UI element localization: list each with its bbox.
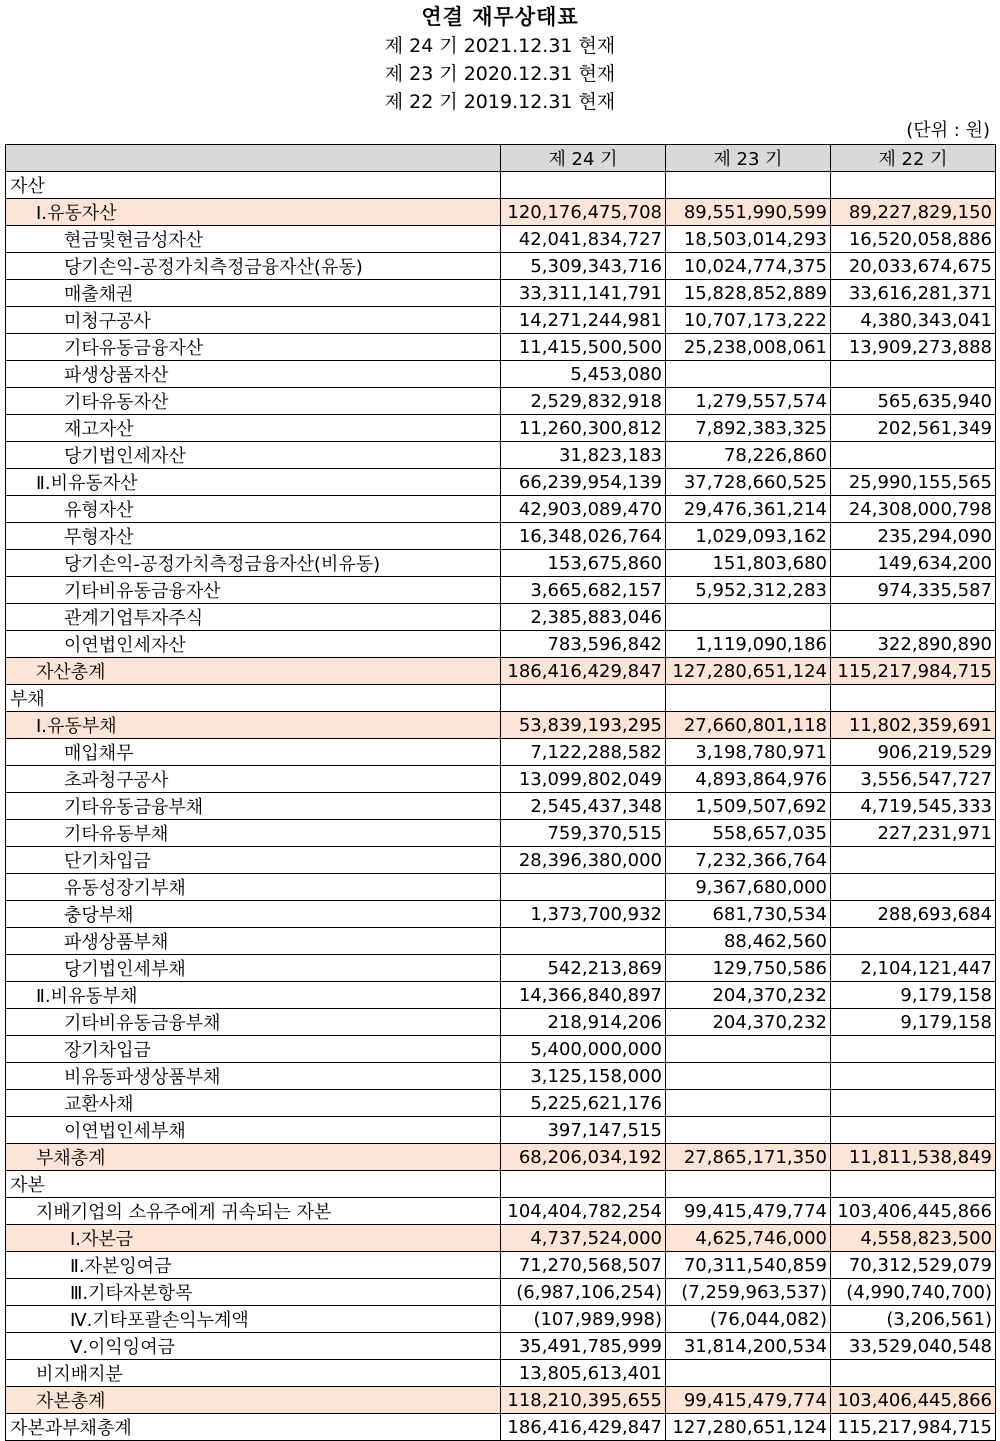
amount-cell: 4,625,746,000: [666, 1225, 831, 1252]
account-label: 유동성장기부채: [6, 874, 501, 901]
amount-cell: 1,279,557,574: [666, 388, 831, 415]
amount-cell: 13,099,802,049: [501, 766, 666, 793]
amount-cell: 70,311,540,859: [666, 1252, 831, 1279]
amount-cell: 28,396,380,000: [501, 847, 666, 874]
amount-cell: [666, 1090, 831, 1117]
amount-cell: 227,231,971: [831, 820, 996, 847]
account-label: 이연법인세부채: [6, 1117, 501, 1144]
amount-cell: 53,839,193,295: [501, 712, 666, 739]
table-row: [6, 442, 996, 469]
account-label: 자본총계: [6, 1387, 501, 1414]
table-row: [6, 1225, 996, 1252]
table-row: [6, 1414, 996, 1441]
column-header-account: [6, 145, 501, 172]
amount-cell: [831, 604, 996, 631]
amount-cell: 149,634,200: [831, 550, 996, 577]
amount-cell: 2,104,121,447: [831, 955, 996, 982]
amount-cell: 10,024,774,375: [666, 253, 831, 280]
table-row: [6, 1333, 996, 1360]
amount-cell: 9,179,158: [831, 982, 996, 1009]
amount-cell: 542,213,869: [501, 955, 666, 982]
account-label: 기타유동자산: [6, 388, 501, 415]
table-row: [6, 1387, 996, 1414]
account-label: 기타비유동금융부채: [6, 1009, 501, 1036]
amount-cell: 9,179,158: [831, 1009, 996, 1036]
amount-cell: [666, 1360, 831, 1387]
table-row: [6, 199, 996, 226]
account-label: Ⅱ.비유동자산: [6, 469, 501, 496]
amount-cell: (76,044,082): [666, 1306, 831, 1333]
table-row: [6, 901, 996, 928]
account-label: 비지배지분: [6, 1360, 501, 1387]
amount-cell: 4,893,864,976: [666, 766, 831, 793]
amount-cell: 5,952,312,283: [666, 577, 831, 604]
amount-cell: 3,198,780,971: [666, 739, 831, 766]
account-label: 당기손익-공정가치측정금융자산(유동): [6, 253, 501, 280]
amount-cell: 4,719,545,333: [831, 793, 996, 820]
account-label: 유형자산: [6, 496, 501, 523]
amount-cell: [831, 172, 996, 199]
amount-cell: 906,219,529: [831, 739, 996, 766]
account-label: 자본과부채총계: [6, 1414, 501, 1441]
amount-cell: 68,206,034,192: [501, 1144, 666, 1171]
table-row: [6, 1009, 996, 1036]
account-label: 장기차입금: [6, 1036, 501, 1063]
table-row: [6, 172, 996, 199]
amount-cell: [831, 685, 996, 712]
amount-cell: [666, 1036, 831, 1063]
account-label: 파생상품자산: [6, 361, 501, 388]
amount-cell: [831, 1360, 996, 1387]
account-label: 자산: [6, 172, 501, 199]
amount-cell: 14,366,840,897: [501, 982, 666, 1009]
amount-cell: 13,805,613,401: [501, 1360, 666, 1387]
amount-cell: 24,308,000,798: [831, 496, 996, 523]
table-header-row: [6, 145, 996, 172]
table-row: [6, 577, 996, 604]
amount-cell: 70,312,529,079: [831, 1252, 996, 1279]
table-row: [6, 820, 996, 847]
amount-cell: 66,239,954,139: [501, 469, 666, 496]
account-label: 미청구공사: [6, 307, 501, 334]
amount-cell: 11,802,359,691: [831, 712, 996, 739]
account-label: 매입채무: [6, 739, 501, 766]
table-row: [6, 523, 996, 550]
amount-cell: [831, 361, 996, 388]
table-row: [6, 226, 996, 253]
amount-cell: [831, 847, 996, 874]
amount-cell: 99,415,479,774: [666, 1198, 831, 1225]
account-label: Ⅰ.유동자산: [6, 199, 501, 226]
amount-cell: [666, 1063, 831, 1090]
amount-cell: [666, 1171, 831, 1198]
account-label: 당기법인세부채: [6, 955, 501, 982]
amount-cell: 1,119,090,186: [666, 631, 831, 658]
amount-cell: 5,400,000,000: [501, 1036, 666, 1063]
amount-cell: 115,217,984,715: [831, 1414, 996, 1441]
account-label: 현금및현금성자산: [6, 226, 501, 253]
amount-cell: 11,260,300,812: [501, 415, 666, 442]
unit-label: (단위 : 원): [906, 120, 990, 141]
amount-cell: 7,232,366,764: [666, 847, 831, 874]
amount-cell: 565,635,940: [831, 388, 996, 415]
amount-cell: 27,660,801,118: [666, 712, 831, 739]
column-header-period-24: 제 24 기: [501, 145, 666, 172]
account-label: 당기법인세자산: [6, 442, 501, 469]
amount-cell: 9,367,680,000: [666, 874, 831, 901]
amount-cell: 10,707,173,222: [666, 307, 831, 334]
table-row: [6, 253, 996, 280]
amount-cell: 127,280,651,124: [666, 658, 831, 685]
account-label: 이연법인세자산: [6, 631, 501, 658]
table-row: [6, 550, 996, 577]
account-label: Ⅳ.기타포괄손익누계액: [6, 1306, 501, 1333]
amount-cell: 115,217,984,715: [831, 658, 996, 685]
amount-cell: 2,529,832,918: [501, 388, 666, 415]
table-row: [6, 1252, 996, 1279]
account-label: 자산총계: [6, 658, 501, 685]
account-label: 지배기업의 소유주에게 귀속되는 자본: [6, 1198, 501, 1225]
table-row: [6, 1171, 996, 1198]
amount-cell: 89,551,990,599: [666, 199, 831, 226]
account-label: 관계기업투자주식: [6, 604, 501, 631]
account-label: 기타유동금융부채: [6, 793, 501, 820]
amount-cell: 759,370,515: [501, 820, 666, 847]
amount-cell: 25,238,008,061: [666, 334, 831, 361]
amount-cell: (6,987,106,254): [501, 1279, 666, 1306]
balance-sheet-table: [5, 144, 996, 1441]
amount-cell: 16,348,026,764: [501, 523, 666, 550]
amount-cell: 186,416,429,847: [501, 658, 666, 685]
table-body: [6, 172, 996, 1441]
table-row: [6, 658, 996, 685]
amount-cell: 558,657,035: [666, 820, 831, 847]
table-row: [6, 1117, 996, 1144]
amount-cell: 103,406,445,866: [831, 1387, 996, 1414]
amount-cell: 681,730,534: [666, 901, 831, 928]
amount-cell: [831, 928, 996, 955]
account-label: 비유동파생상품부채: [6, 1063, 501, 1090]
table-row: [6, 1360, 996, 1387]
amount-cell: 104,404,782,254: [501, 1198, 666, 1225]
table-row: [6, 793, 996, 820]
amount-cell: 129,750,586: [666, 955, 831, 982]
amount-cell: 71,270,568,507: [501, 1252, 666, 1279]
amount-cell: 1,373,700,932: [501, 901, 666, 928]
amount-cell: 202,561,349: [831, 415, 996, 442]
table-row: [6, 280, 996, 307]
table-row: [6, 685, 996, 712]
table-row: [6, 1198, 996, 1225]
amount-cell: [831, 442, 996, 469]
amount-cell: [666, 172, 831, 199]
amount-cell: 120,176,475,708: [501, 199, 666, 226]
amount-cell: 25,990,155,565: [831, 469, 996, 496]
amount-cell: [501, 172, 666, 199]
amount-cell: (3,206,561): [831, 1306, 996, 1333]
account-label: Ⅱ.자본잉여금: [6, 1252, 501, 1279]
amount-cell: 16,520,058,886: [831, 226, 996, 253]
account-label: Ⅲ.기타자본항목: [6, 1279, 501, 1306]
period-line: 제 23 기 2020.12.31 현재: [384, 63, 616, 85]
amount-cell: 99,415,479,774: [666, 1387, 831, 1414]
table-row: [6, 1090, 996, 1117]
amount-cell: 78,226,860: [666, 442, 831, 469]
account-label: 부채: [6, 685, 501, 712]
account-label: Ⅴ.이익잉여금: [6, 1333, 501, 1360]
amount-cell: 235,294,090: [831, 523, 996, 550]
amount-cell: [666, 1117, 831, 1144]
table-row: [6, 739, 996, 766]
amount-cell: [666, 361, 831, 388]
table-row: [6, 1063, 996, 1090]
table-row: [6, 496, 996, 523]
amount-cell: 35,491,785,999: [501, 1333, 666, 1360]
period-line: 제 24 기 2021.12.31 현재: [384, 35, 616, 57]
period-line: 제 22 기 2019.12.31 현재: [384, 91, 616, 113]
amount-cell: 118,210,395,655: [501, 1387, 666, 1414]
account-label: Ⅱ.비유동부채: [6, 982, 501, 1009]
amount-cell: 5,453,080: [501, 361, 666, 388]
account-label: Ⅰ.유동부채: [6, 712, 501, 739]
table-row: [6, 1279, 996, 1306]
account-label: 충당부채: [6, 901, 501, 928]
account-label: 재고자산: [6, 415, 501, 442]
amount-cell: 1,509,507,692: [666, 793, 831, 820]
amount-cell: [501, 874, 666, 901]
amount-cell: 33,311,141,791: [501, 280, 666, 307]
amount-cell: 3,125,158,000: [501, 1063, 666, 1090]
table-row: [6, 712, 996, 739]
amount-cell: 7,122,288,582: [501, 739, 666, 766]
account-label: 기타비유동금융자산: [6, 577, 501, 604]
table-row: [6, 361, 996, 388]
amount-cell: 89,227,829,150: [831, 199, 996, 226]
table-row: [6, 874, 996, 901]
table-row: [6, 847, 996, 874]
amount-cell: 88,462,560: [666, 928, 831, 955]
amount-cell: 204,370,232: [666, 982, 831, 1009]
column-header-period-22: 제 22 기: [831, 145, 996, 172]
table-row: [6, 1144, 996, 1171]
amount-cell: (4,990,740,700): [831, 1279, 996, 1306]
report-header: [0, 2, 1000, 116]
account-label: 당기손익-공정가치측정금융자산(비유동): [6, 550, 501, 577]
amount-cell: [501, 685, 666, 712]
amount-cell: 783,596,842: [501, 631, 666, 658]
account-label: 무형자산: [6, 523, 501, 550]
amount-cell: 4,380,343,041: [831, 307, 996, 334]
table-row: [6, 604, 996, 631]
amount-cell: 5,225,621,176: [501, 1090, 666, 1117]
amount-cell: 322,890,890: [831, 631, 996, 658]
amount-cell: 18,503,014,293: [666, 226, 831, 253]
amount-cell: 14,271,244,981: [501, 307, 666, 334]
account-label: 기타유동부채: [6, 820, 501, 847]
amount-cell: 4,737,524,000: [501, 1225, 666, 1252]
amount-cell: 974,335,587: [831, 577, 996, 604]
amount-cell: 288,693,684: [831, 901, 996, 928]
amount-cell: 33,616,281,371: [831, 280, 996, 307]
account-label: 기타유동금융자산: [6, 334, 501, 361]
amount-cell: 31,823,183: [501, 442, 666, 469]
account-label: Ⅰ.자본금: [6, 1225, 501, 1252]
amount-cell: 29,476,361,214: [666, 496, 831, 523]
amount-cell: [831, 1090, 996, 1117]
amount-cell: [831, 1171, 996, 1198]
account-label: 매출채권: [6, 280, 501, 307]
amount-cell: [666, 685, 831, 712]
amount-cell: 20,033,674,675: [831, 253, 996, 280]
amount-cell: [831, 1036, 996, 1063]
table-row: [6, 631, 996, 658]
amount-cell: 11,811,538,849: [831, 1144, 996, 1171]
amount-cell: [501, 1171, 666, 1198]
amount-cell: 3,665,682,157: [501, 577, 666, 604]
table-row: [6, 955, 996, 982]
amount-cell: 204,370,232: [666, 1009, 831, 1036]
amount-cell: 42,041,834,727: [501, 226, 666, 253]
amount-cell: 151,803,680: [666, 550, 831, 577]
amount-cell: 15,828,852,889: [666, 280, 831, 307]
column-header-period-23: 제 23 기: [666, 145, 831, 172]
account-label: 단기차입금: [6, 847, 501, 874]
table-row: [6, 1036, 996, 1063]
amount-cell: 2,545,437,348: [501, 793, 666, 820]
table-row: [6, 415, 996, 442]
report-title: 연결 재무상태표: [421, 5, 579, 29]
amount-cell: 42,903,089,470: [501, 496, 666, 523]
table-row: [6, 469, 996, 496]
account-label: 교환사채: [6, 1090, 501, 1117]
account-label: 파생상품부채: [6, 928, 501, 955]
table-row: [6, 982, 996, 1009]
amount-cell: 127,280,651,124: [666, 1414, 831, 1441]
amount-cell: [831, 874, 996, 901]
amount-cell: (107,989,998): [501, 1306, 666, 1333]
amount-cell: 1,029,093,162: [666, 523, 831, 550]
amount-cell: 103,406,445,866: [831, 1198, 996, 1225]
table-row: [6, 766, 996, 793]
amount-cell: 153,675,860: [501, 550, 666, 577]
amount-cell: [501, 928, 666, 955]
amount-cell: (7,259,963,537): [666, 1279, 831, 1306]
table-row: [6, 928, 996, 955]
table-row: [6, 388, 996, 415]
amount-cell: 3,556,547,727: [831, 766, 996, 793]
amount-cell: [666, 604, 831, 631]
amount-cell: 5,309,343,716: [501, 253, 666, 280]
amount-cell: 31,814,200,534: [666, 1333, 831, 1360]
amount-cell: 33,529,040,548: [831, 1333, 996, 1360]
table-row: [6, 334, 996, 361]
table-row: [6, 307, 996, 334]
amount-cell: 2,385,883,046: [501, 604, 666, 631]
amount-cell: [831, 1063, 996, 1090]
account-label: 부채총계: [6, 1144, 501, 1171]
table-row: [6, 1306, 996, 1333]
amount-cell: [831, 1117, 996, 1144]
amount-cell: 27,865,171,350: [666, 1144, 831, 1171]
amount-cell: 218,914,206: [501, 1009, 666, 1036]
account-label: 자본: [6, 1171, 501, 1198]
amount-cell: 397,147,515: [501, 1117, 666, 1144]
amount-cell: 4,558,823,500: [831, 1225, 996, 1252]
amount-cell: 13,909,273,888: [831, 334, 996, 361]
amount-cell: 11,415,500,500: [501, 334, 666, 361]
amount-cell: 7,892,383,325: [666, 415, 831, 442]
amount-cell: 186,416,429,847: [501, 1414, 666, 1441]
account-label: 초과청구공사: [6, 766, 501, 793]
amount-cell: 37,728,660,525: [666, 469, 831, 496]
